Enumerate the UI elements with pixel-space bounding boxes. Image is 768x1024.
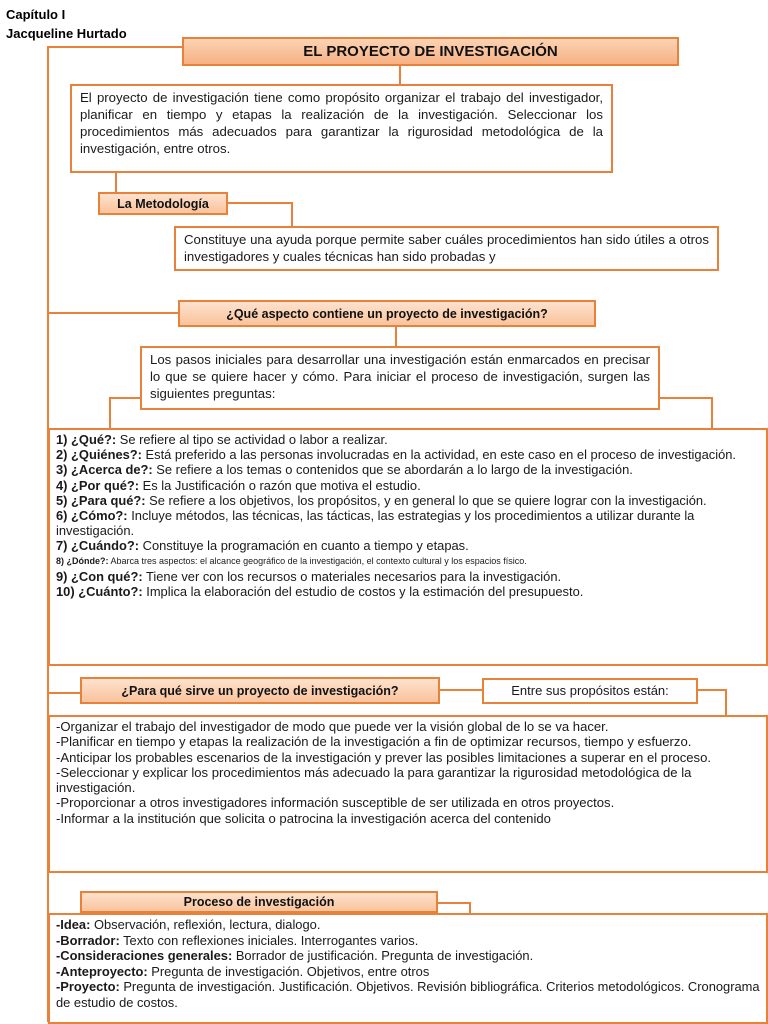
proceso-item [56, 964, 760, 980]
aspecto-box: Los pasos iniciales para desarrollar una investigación están enmarcados en precisar lo que se quiere hacer y cómo. Para iniciar el proceso de investigación, surgen las siguientes preguntas: [140, 346, 660, 410]
proposito-item: -Seleccionar y explicar los procedimientos más adecuado la para garantizar la rigurosidad metodológica de la investigación. [56, 764, 692, 796]
metodologia-box: Constituye una ayuda porque permite saber cuáles procedimientos han sido útiles a otros investigadores y cuales técnicas han sido probadas y [174, 226, 719, 271]
question-text: Es la Justificación o razón que motiva el estudio. [139, 477, 421, 493]
propositos-box [48, 715, 768, 873]
question-text: Constituye la programación en cuanto a tiempo y etapas. [139, 538, 469, 554]
proceso-value: Pregunta de investigación. Justificación. Objetivos. Revisión bibliográfica. Criterios metodológicos. Cronograma de estudio de costos. [56, 979, 760, 1010]
question-text: Está preferido a las personas involucradas en la actividad, en este caso en el proceso de investigación. [141, 447, 736, 463]
question-item [56, 432, 760, 447]
question-item [56, 447, 760, 462]
propositos-list [56, 719, 760, 826]
question-text: Se refiere a los temas o contenidos que se abordarán a lo largo de la investigación. [152, 462, 633, 478]
proceso-item [56, 979, 760, 1010]
proceso-item [56, 948, 760, 964]
question-item [56, 462, 760, 477]
question-item [56, 584, 760, 599]
sirve-label: ¿Para qué sirve un proyecto de investigación? [80, 677, 440, 704]
aspecto-label: ¿Qué aspecto contiene un proyecto de investigación? [178, 300, 596, 327]
question-label: 8) ¿Dónde?: [56, 555, 109, 566]
question-text: Se refiere a los objetivos, los propósitos, y en general lo que se quiere lograr con la investigación. [145, 492, 707, 508]
questions-list [56, 432, 760, 599]
question-label: 5) ¿Para qué?: [56, 492, 146, 508]
intro-box: El proyecto de investigación tiene como propósito organizar el trabajo del investigador, planificar en tiempo y etapas la realización de la investigación. Seleccionar los procedimientos más adecuados para garantizar la rigurosidad metodológica de la investigación, entre otros. [70, 84, 613, 173]
question-label: 1) ¿Qué?: [56, 432, 117, 447]
question-label: 3) ¿Acerca de?: [56, 462, 153, 478]
metodologia-label: La Metodología [98, 192, 228, 215]
proceso-value: Observación, reflexión, lectura, dialogo. [90, 917, 321, 932]
connector-box: Entre sus propósitos están: [482, 678, 698, 704]
question-item [56, 478, 760, 493]
question-text: Tiene ver con los recursos o materiales necesarios para la investigación. [142, 568, 562, 584]
proposito-item: -Planificar en tiempo y etapas la realización de la investigación a fin de optimizar recursos, tiempo y esfuerzo. [56, 734, 692, 750]
proceso-key: -Idea: [56, 917, 91, 932]
proceso-item [56, 933, 760, 949]
proceso-value: Borrador de justificación. Pregunta de investigación. [232, 948, 534, 964]
connector-prop-line [698, 690, 726, 715]
question-item [56, 554, 760, 569]
proposito-item: -Proporcionar a otros investigadores información susceptible de ser utilizada en otros proyectos. [56, 795, 615, 811]
proceso-label: Proceso de investigación [80, 891, 438, 913]
aspecto-left-line [110, 398, 142, 428]
proceso-item [56, 917, 760, 933]
question-label: 9) ¿Con qué?: [56, 568, 143, 584]
proceso-key: -Consideraciones generales: [56, 948, 233, 964]
aspecto-right-line [658, 398, 712, 428]
question-item [56, 493, 760, 508]
proceso-key: -Anteproyecto: [56, 963, 148, 979]
meto-text-line [228, 203, 292, 226]
questions-box [48, 428, 768, 666]
question-text: Incluye métodos, las técnicas, las tácticas, las estrategias y los procedimientos a utilizar durante la investigación. [56, 508, 695, 539]
question-item [56, 508, 760, 538]
question-text: Implica la elaboración del estudio de costos y la estimación del presupuesto. [142, 584, 584, 600]
question-item [56, 538, 760, 553]
proceso-box [48, 913, 768, 1024]
question-text: Abarca tres aspectos: el alcance geográfico de la investigación, el contexto cultural y los espacios físico. [108, 555, 527, 566]
proposito-item: -Informar a la institución que solicita o patrocina la investigación acerca del contenido [56, 810, 551, 826]
proceso-list [56, 917, 760, 1011]
proceso-value: Pregunta de investigación. Objetivos, entre otros [147, 963, 430, 979]
question-label: 4) ¿Por qué?: [56, 477, 140, 493]
question-item [56, 569, 760, 584]
chapter-label: Capítulo I [6, 7, 66, 22]
proceso-value: Texto con reflexiones iniciales. Interrogantes varios. [119, 932, 419, 948]
question-label: 6) ¿Cómo?: [56, 508, 128, 524]
author-label: Jacqueline Hurtado [6, 26, 127, 41]
question-label: 10) ¿Cuánto?: [56, 584, 143, 600]
proposito-item: -Anticipar los probables escenarios de la investigación y prever las posibles limitaciones a superar en el proceso. [56, 749, 712, 765]
question-label: 2) ¿Quiénes?: [56, 447, 142, 463]
proceso-key: -Borrador: [56, 932, 120, 948]
page-title: EL PROYECTO DE INVESTIGACIÓN [182, 37, 679, 66]
proceso-key: -Proyecto: [56, 979, 120, 995]
proposito-item: -Organizar el trabajo del investigador de modo que puede ver la visión global de lo se va hacer. [56, 719, 609, 734]
question-text: Se refiere al tipo se actividad o labor a realizar. [116, 432, 388, 447]
question-label: 7) ¿Cuándo?: [56, 538, 140, 554]
